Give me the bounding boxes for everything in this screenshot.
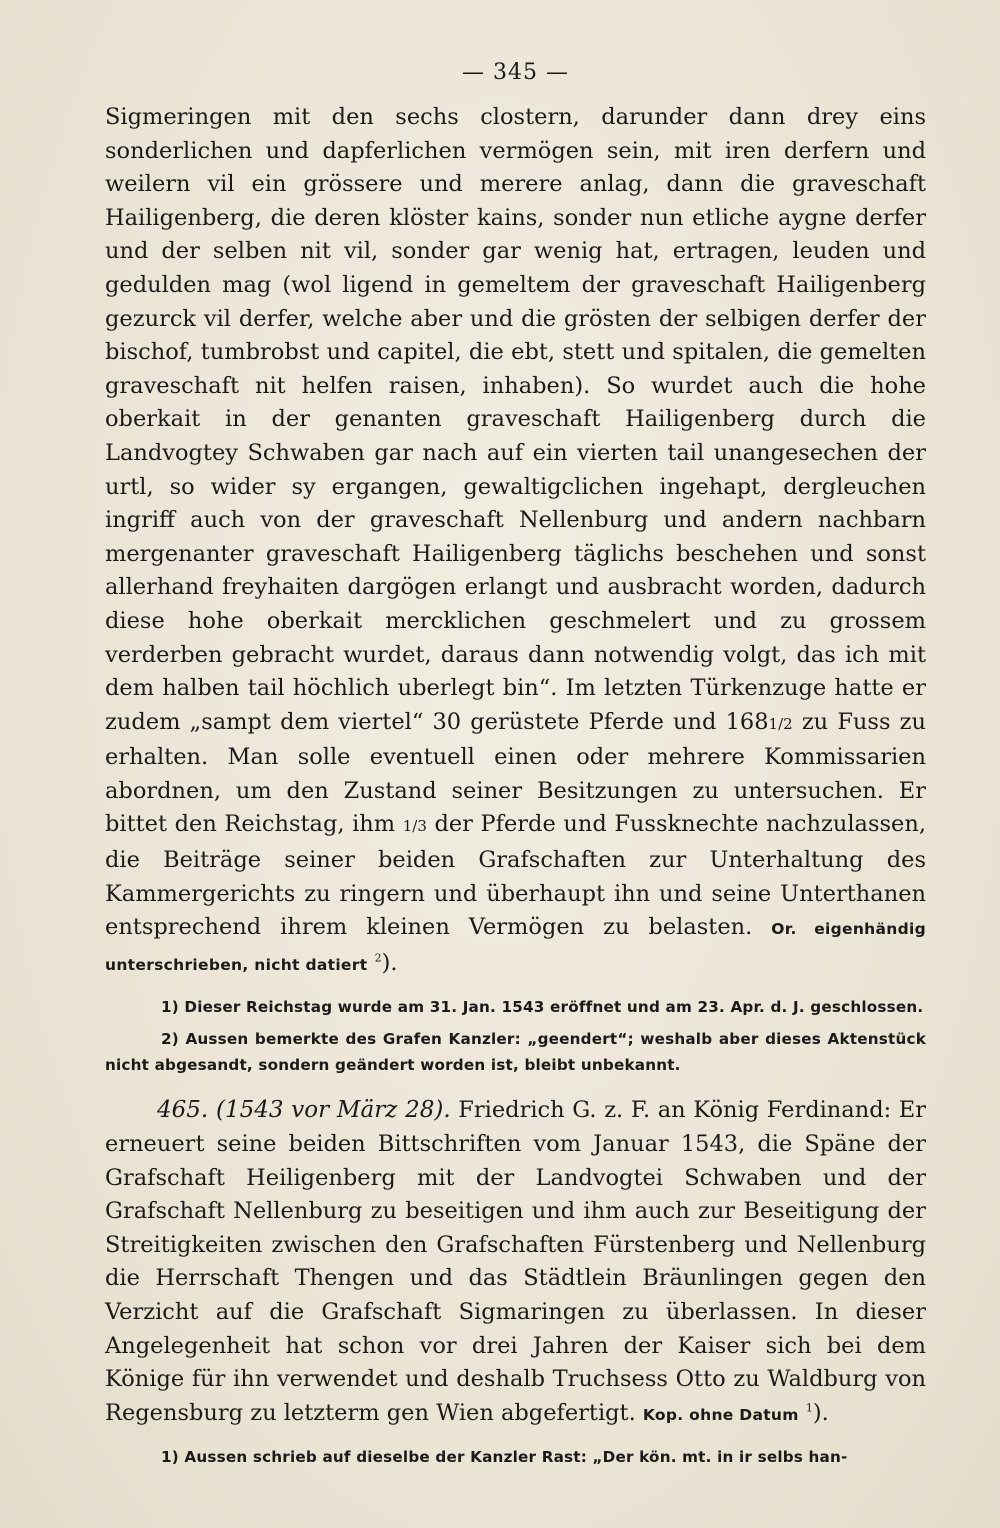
footnotes-block-bottom bbox=[105, 1444, 926, 1470]
footnote-bottom: 1) Aussen schrieb auf dieselbe der Kanzler Rast: „Der kön. mt. in ir selbs han- bbox=[161, 1448, 848, 1467]
footnotes-block bbox=[105, 994, 926, 1078]
source-note-close: ). bbox=[381, 949, 398, 976]
page-number: — 345 — bbox=[462, 60, 569, 85]
footnote-ref-1: 1 bbox=[805, 1401, 813, 1415]
fraction-half: 1/2 bbox=[768, 714, 793, 733]
entry-465 bbox=[105, 1094, 926, 1432]
footnote-1: 1) Dieser Reichstag wurde am 31. Jan. 1543 eröffnet und am 23. Apr. d. J. geschlossen. bbox=[161, 998, 924, 1017]
entry-note-close: ). bbox=[812, 1399, 829, 1426]
paragraph-text-end: der Pferde und Fussknechte nachzulassen, die Beiträge seiner beiden Grafschaften zur Unterhaltung des Kammergerichts zu ringern und überhaupt ihn und seine Unterthanen entsprechend ihrem kleinen Vermögen zu belasten. bbox=[105, 811, 926, 941]
paragraph-text: Sigmeringen mit den sechs clostern, darunder dann drey eins sonderlichen und dapferlichen vermögen sein, mit iren derfern und weilern vil ein grössere und merere anlag, dann die graveschaft Hailigenberg, die deren klöster kains, sonder nun etliche aygne derfer und der selben nit vil, sonder gar wenig hat, ertragen, leuden und gedulden mag (wol ligend in gemeltem der graveschaft Hailigenberg gezurck vil derfer, welche aber und die grösten der selbigen derfer der bischof, tumbrobst und capitel, die ebt, stett und spitalen, die gemelten graveschaft nit helfen raisen, inhaben). So wurdet auch die hohe oberkait in der genanten graveschaft Hailigenberg durch die Landvogtey Schwaben gar nach auf ein vierten tail unangesechen der urtl, so wider sy ergangen, gewaltigclichen ingehapt, dergleuchen ingriff auch von der graveschaft Nellenburg und andern nachbarn mergenanter graveschaft Hailigenberg täglichs beschehen und sonst allerhand freyhaiten dargögen erlangt und ausbracht worden, dadurch diese hohe oberkait mercklichen geschmelert und zu grossem verderben gebracht wurdet, daraus dann notwendig volgt, das ich mit dem halben tail höchlich uberlegt bin“. Im letzten Türkenzuge hatte er zudem „sampt dem viertel“ 30 gerüstete Pferde und 168 bbox=[105, 104, 926, 735]
fraction-third: 1/3 bbox=[402, 817, 427, 836]
body-paragraph bbox=[105, 101, 926, 982]
footnote-2: 2) Aussen bemerkte des Grafen Kanzler: „geendert“; weshalb aber dieses Aktenstück nicht abgesandt, sondern geändert worden ist, bleibt unbekannt. bbox=[105, 1030, 926, 1075]
paragraph-text-mid: zu Fuss zu erhalten. Man solle eventuell einen oder mehrere Kommissarien abordnen, um den Zustand seiner Besitzungen zu untersuchen. Er bittet den Reichstag, ihm bbox=[105, 708, 927, 838]
entry-source-note: Kop. ohne Datum bbox=[642, 1405, 799, 1424]
footnote-ref-2: 2 bbox=[374, 951, 382, 965]
entry-text: Friedrich G. z. F. an König Ferdinand: Er erneuert seine beiden Bittschriften vom Januar 1543, die Späne der Grafschaft Heiligenberg mit der Landvogtei Schwaben und der Grafschaft Nellenburg zu beseitigen und ihm auch zur Beseitigung der Streitigkeiten zwischen den Grafschaften Fürstenberg und Nellenburg die Herrschaft Thengen und das Städtlein Bräunlingen gegen den Verzicht auf die Grafschaft Sigmaringen zu überlassen. In dieser Angelegenheit hat schon vor drei Jahren der Kaiser sich bei dem Könige für ihn verwendet und deshalb Truchsess Otto zu Waldburg von Regensburg zu letzterm gen Wien abgefertigt. bbox=[105, 1097, 926, 1426]
entry-heading: 465. (1543 vor März 28). bbox=[157, 1097, 451, 1124]
source-note: Or. eigenhändig unterschrieben, nicht datiert bbox=[105, 920, 926, 974]
